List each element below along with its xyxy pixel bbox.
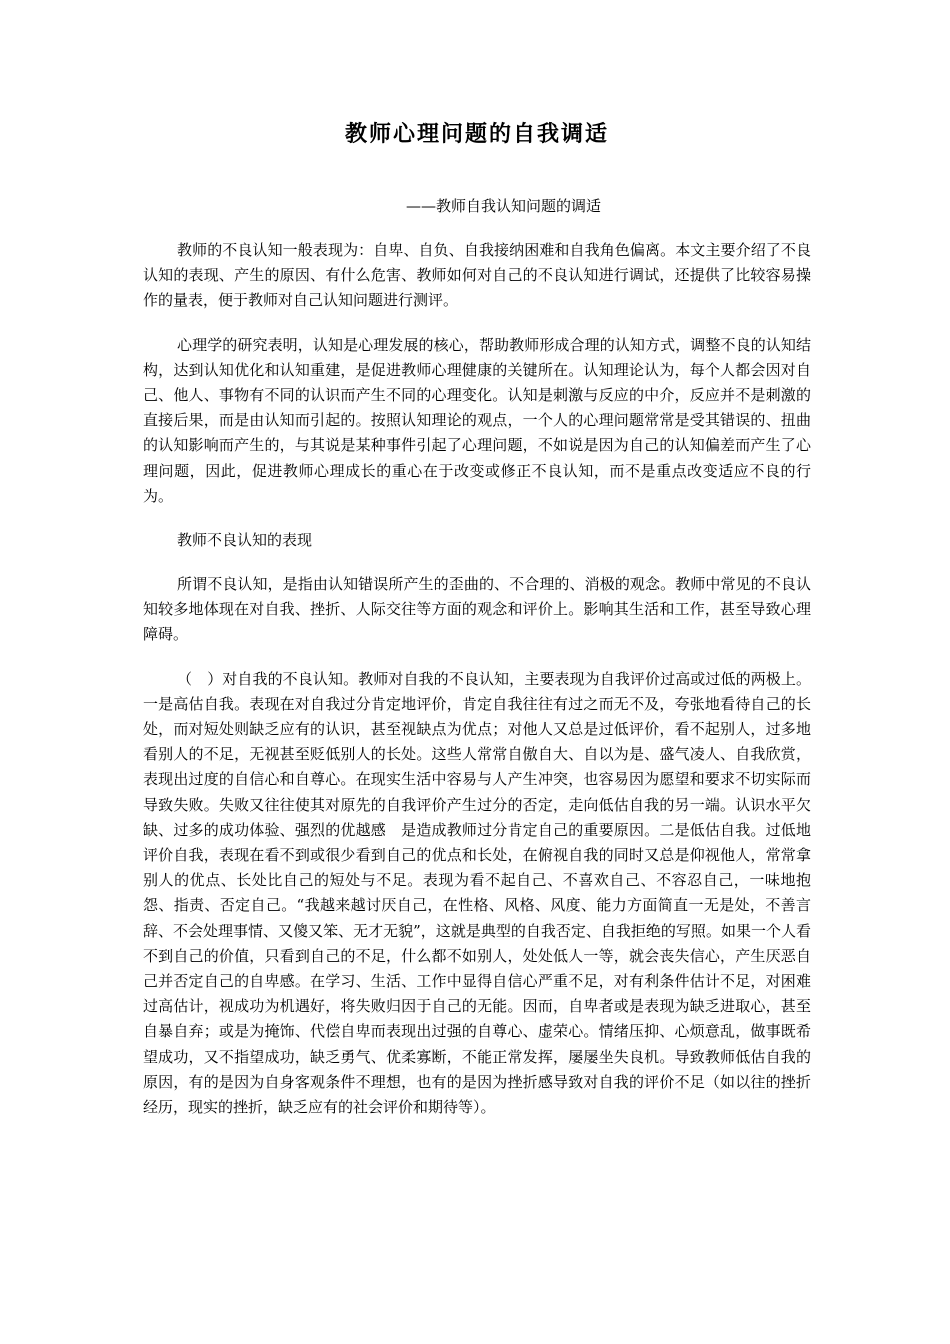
body-paragraph: 心理学的研究表明，认知是心理发展的核心，帮助教师形成合理的认知方式，调整不良的认知结构，达到认知优化和认知重建，是促进教师心理健康的关键所在。认知理论认为，每个人都会因对自己、他人、事物有不同的认识而产生不同的心理变化。认知是刺激与反应的中介，反应并不是刺激的直接后果，而是由认知而引起的。按照认知理论的观点，一个人的心理问题常常是受其错误的、扭曲的认知影响而产生的，与其说是某种事件引起了心理问题，不如说是因为自己的认知偏差而产生了心理问题，因此，促进教师心理成长的重心在于改变或修正不良认知，而不是重点改变适应不良的行为。 [143, 335, 811, 505]
section-paragraph: 所谓不良认知，是指由认知错误所产生的歪曲的、不合理的、消极的观念。教师中常见的不良认知较多地体现在对自我、挫折、人际交往等方面的观念和评价上。影响其生活和工作，甚至导致心理障碍。 [143, 575, 811, 644]
section-heading: 教师不良认知的表现 [177, 531, 313, 550]
intro-paragraph: 教师的不良认知一般表现为：自卑、自负、自我接纳困难和自我角色偏离。本文主要介绍了不良认知的表现、产生的原因、有什么危害、教师如何对自己的不良认知进行调试，还提供了比较容易操作的量表，便于教师对自己认知问题进行测评。 [143, 241, 811, 310]
document-subtitle: ——教师自我认知问题的调适 [405, 197, 601, 215]
document-page [143, 118, 811, 1139]
document-title: 教师心理问题的自我调适 [344, 121, 609, 147]
section-paragraph: （ ）对自我的不良认知。教师对自我的不良认知，主要表现为自我评价过高或过低的两极上。一是高估自我。表现在对自我过分肯定地评价，肯定自我往往有过之而无不及，夸张地看待自己的长处，而对短处则缺乏应有的认识，甚至视缺点为优点；对他人又总是过低评价，看不起别人，过多地看别人的不足，无视甚至贬低别人的长处。这些人常常自傲自大、自以为是、盛气凌人、自我欣赏，表现出过度的自信心和自尊心。在现实生活中容易与人产生冲突，也容易因为愿望和要求不切实际而导致失败。失败又往往使其对原先的自我评价产生过分的否定，走向低估自我的另一端。认识水平欠缺、过多的成功体验、强烈的优越感 是造成教师过分肯定自己的重要原因。二是低估自我。过低地评价自我，表现在看不到或很少看到自己的优点和长处，在俯视自我的同时又总是仰视他人，常常拿别人的优点、长处比自己的短处与不足。表现为看不起自己、不喜欢自己、不容忍自己，一味地抱怨、指责、否定自己。“我越来越讨厌自己，在性格、风格、风度、能力方面简直一无是处，不善言辞、不会处理事情、又傻又笨、无才无貌”，这就是典型的自我否定、自我拒绝的写照。如果一个人看不到自己的价值，只看到自己的不足，什么都不如别人，处处低人一等，就会丧失信心，产生厌恶自己并否定自己的自卑感。在学习、生活、工作中显得自信心严重不足，对有利条件估计不足，对困难过高估计，视成功为机遇好，将失败归因于自己的无能。因而，自卑者或是表现为缺乏进取心，甚至自暴自弃；或是为掩饰、代偿自卑而表现出过强的自尊心、虚荣心。情绪压抑、心烦意乱，做事既希望成功，又不指望成功，缺乏勇气、优柔寡断，不能正常发挥，屡屡坐失良机。导致教师低估自我的原因，有的是因为自身客观条件不理想，也有的是因为挫折感导致对自我的评价不足（如以往的挫折经历，现实的挫折，缺乏应有的社会评价和期待等）。 [143, 669, 811, 1117]
